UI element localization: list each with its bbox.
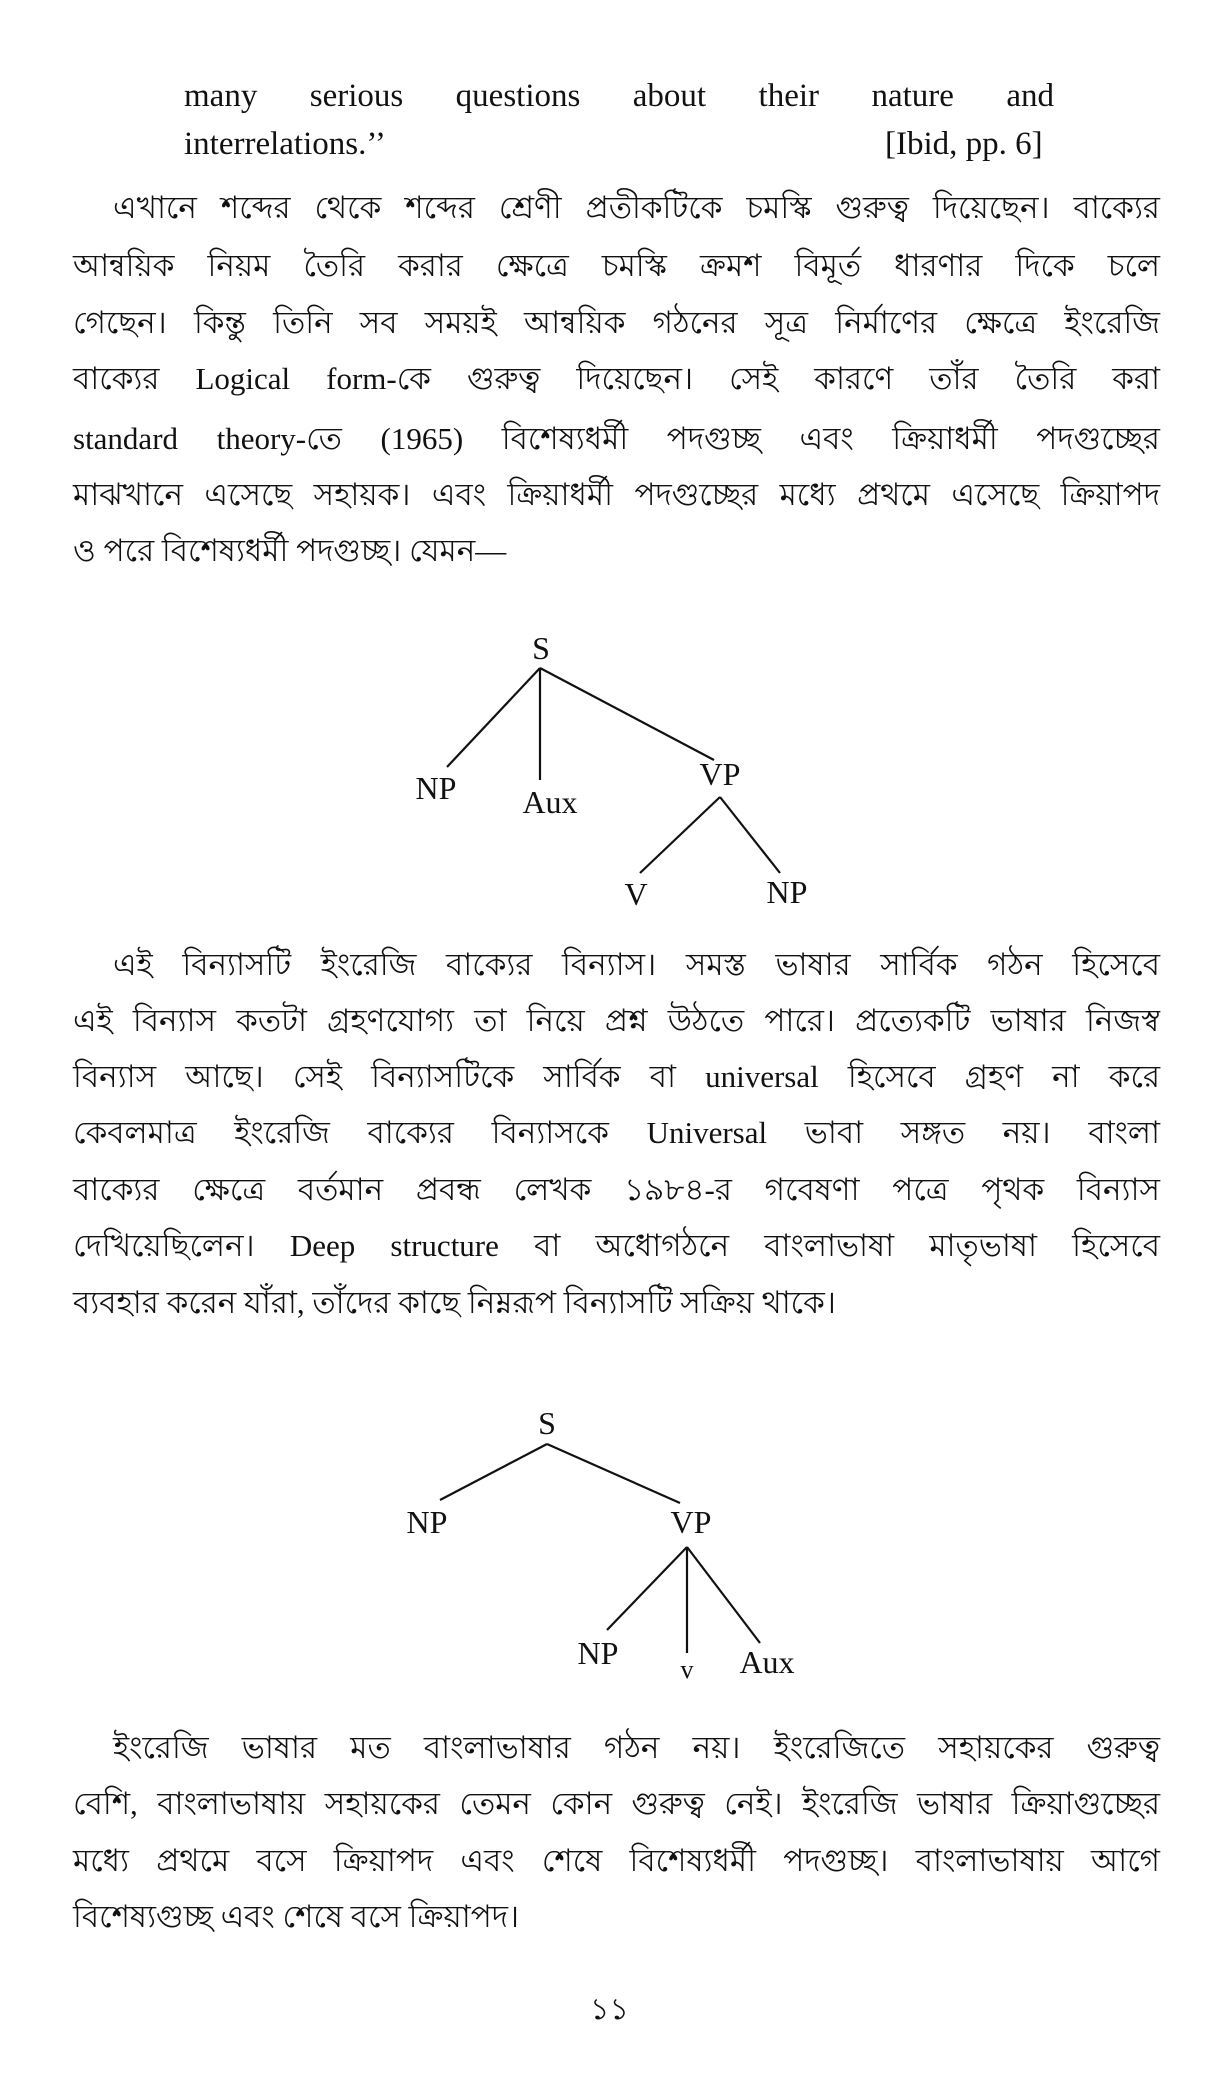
tree-node-v: v xyxy=(680,1655,694,1684)
text-line: standard theory-তে (1965) বিশেষ্যধর্মী পদগুচ্ছ এবং ক্রিয়াধর্মী পদগুচ্ছের xyxy=(73,421,1160,456)
tree-node-aux: Aux xyxy=(739,1644,795,1680)
text-line: মাঝখানে এসেছে সহায়ক। এবং ক্রিয়াধর্মী পদগুচ্ছের মধ্যে প্রথমে এসেছে ক্রিয়াপদ xyxy=(73,477,1160,512)
text-line: এই বিন্যাস কতটা গ্রহণযোগ্য তা নিয়ে প্রশ্ন উঠতে পারে। প্রত্যেকটি ভাষার নিজস্ব xyxy=(73,1003,1160,1038)
tree-node-np: NP xyxy=(415,770,457,806)
text-line: এই বিন্যাসটি ইংরেজি বাক্যের বিন্যাস। সমস্ত ভাষার সার্বিক গঠন হিসেবে xyxy=(113,947,1160,982)
text-line: ইংরেজি ভাষার মত বাংলাভাষার গঠন নয়। ইংরেজিতে সহায়কের গুরুত্ব xyxy=(113,1730,1160,1765)
tree-node-s: S xyxy=(532,630,550,666)
text-line: মধ্যে প্রথমে বসে ক্রিয়াপদ এবং শেষে বিশেষ্যধর্মী পদগুচ্ছ। বাংলাভাষায় আগে xyxy=(73,1843,1160,1878)
tree-node-np-object: NP xyxy=(766,874,808,910)
text-line: বাক্যের Logical form-কে গুরুত্ব দিয়েছেন। সেই কারণে তাঁর তৈরি করা xyxy=(73,361,1160,396)
text-line: বিন্যাস আছে। সেই বিন্যাসটিকে সার্বিক বা universal হিসেবে গ্রহণ না করে xyxy=(73,1059,1160,1094)
text-line: বেশি, বাংলাভাষায় সহায়কের তেমন কোন গুরুত্ব নেই। ইংরেজি ভাষার ক্রিয়াগুচ্ছের xyxy=(73,1786,1160,1821)
tree-node-s: S xyxy=(538,1405,556,1441)
tree-node-aux: Aux xyxy=(522,784,578,820)
text-line: ও পরে বিশেষ্যধর্মী পদগুচ্ছ। যেমন— xyxy=(73,533,507,568)
tree-node-v: V xyxy=(624,876,648,912)
text-line: গেছেন। কিন্তু তিনি সব সময়ই আন্বয়িক গঠনের সূত্র নির্মাণের ক্ষেত্রে ইংরেজি xyxy=(73,305,1160,340)
text-line: বিশেষ্যগুচ্ছ এবং শেষে বসে ক্রিয়াপদ। xyxy=(73,1899,520,1934)
tree-node-vp: VP xyxy=(699,756,741,792)
text-line: ব্যবহার করেন যাঁরা, তাঁদের কাছে নিম্নরূপ বিন্যাসটি সক্রিয় থাকে। xyxy=(73,1285,836,1320)
quote-line-2: interrelations.’’ xyxy=(184,126,386,162)
quote-line-1-justified: many serious questions about their nature and xyxy=(184,78,1054,114)
text-line: এখানে শব্দের থেকে শব্দের শ্রেণী প্রতীকটিকে চমস্কি গুরুত্ব দিয়েছেন। বাক্যের xyxy=(113,190,1160,225)
text-line: আন্বয়িক নিয়ম তৈরি করার ক্ষেত্রে চমস্কি ক্রমশ বিমূর্ত ধারণার দিকে চলে xyxy=(73,248,1160,283)
quote-citation: [Ibid, pp. 6] xyxy=(885,126,1043,162)
tree-2-edges xyxy=(440,1444,760,1653)
text-line: কেবলমাত্র ইংরেজি বাক্যের বিন্যাসকে Universal ভাবা সঙ্গত নয়। বাংলা xyxy=(73,1115,1160,1150)
page-number: ১১ xyxy=(590,1993,629,2026)
tree-node-np-object: NP xyxy=(577,1635,619,1671)
tree-node-np: NP xyxy=(406,1504,448,1540)
text-line: দেখিয়েছিলেন। Deep structure বা অধোগঠনে বাংলাভাষা মাতৃভাষা হিসেবে xyxy=(73,1228,1160,1263)
text-line: বাক্যের ক্ষেত্রে বর্তমান প্রবন্ধ লেখক ১৯৮৪-র গবেষণা পত্রে পৃথক বিন্যাস xyxy=(73,1172,1160,1207)
tree-node-vp: VP xyxy=(670,1504,712,1540)
